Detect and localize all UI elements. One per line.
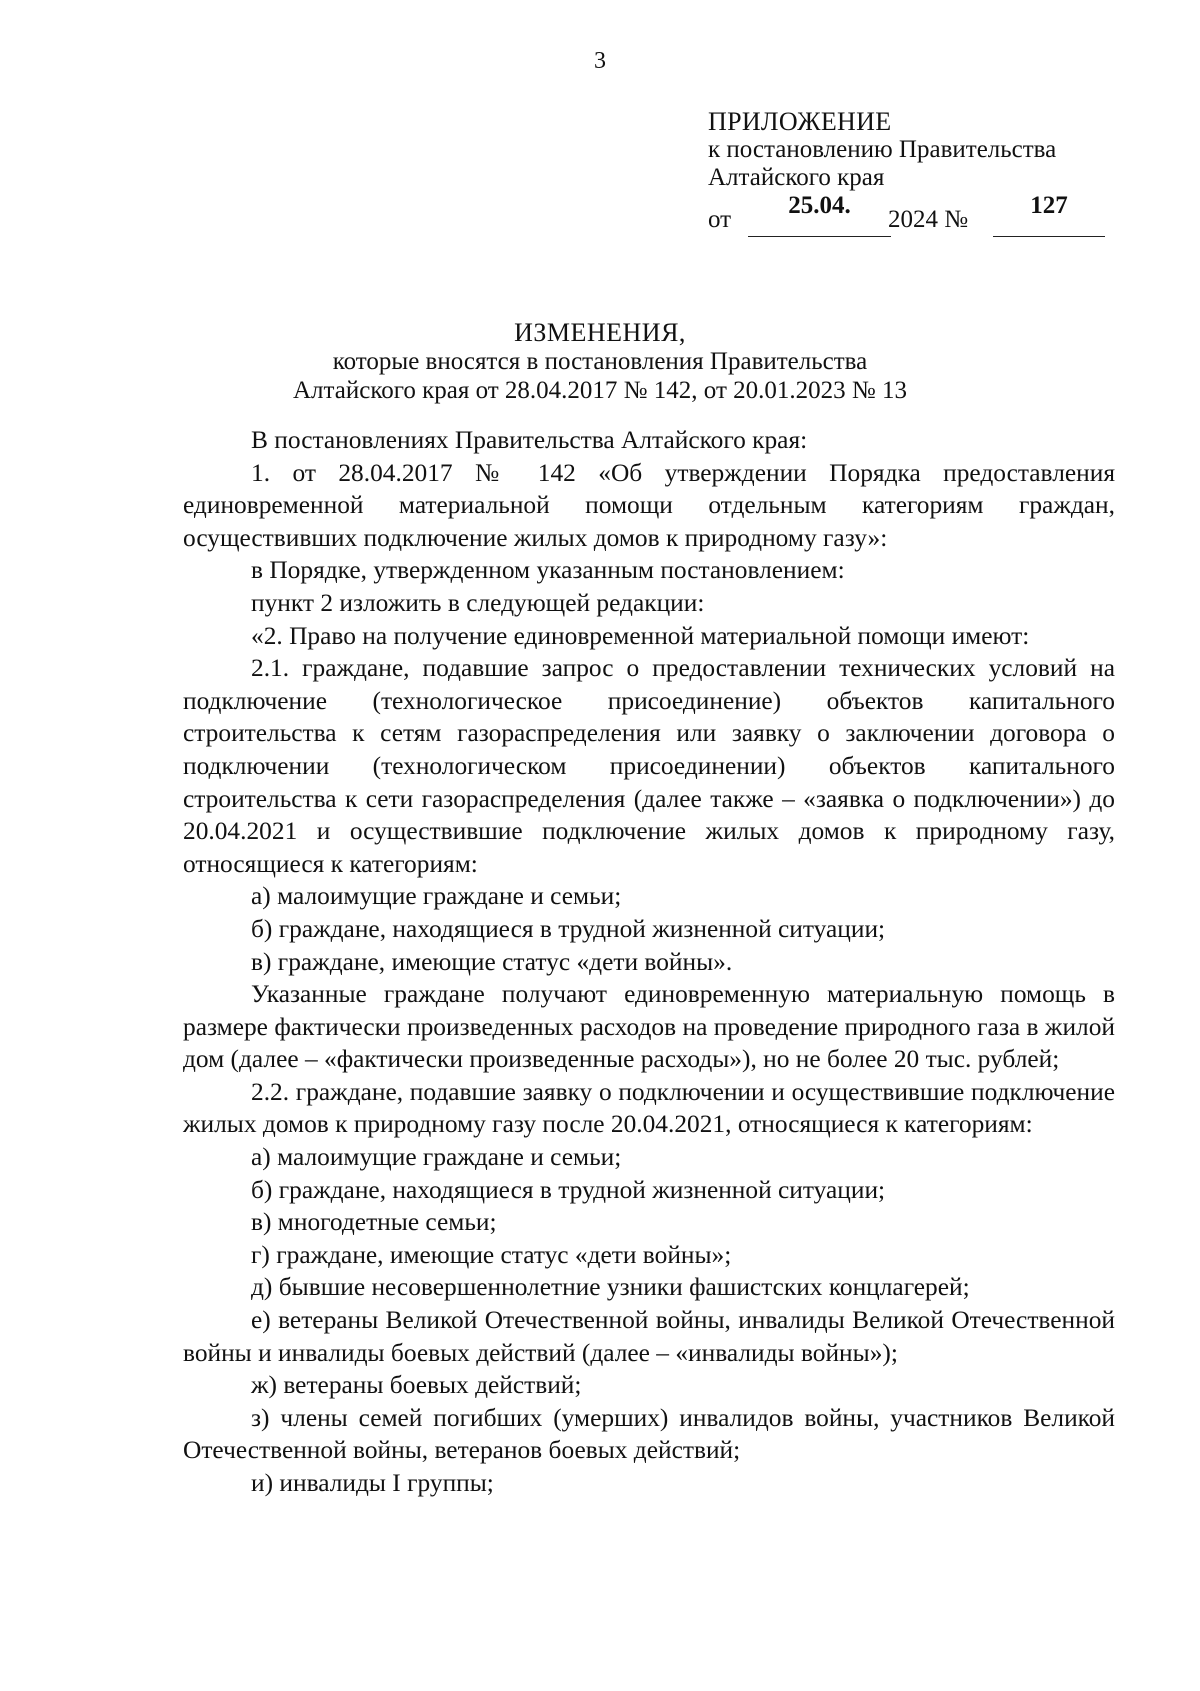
paragraph: пункт 2 изложить в следующей редакции: xyxy=(251,588,705,617)
paragraph: 2.2. граждане, подавшие заявку о подключении и осуществившие подключение жилых домов к природному газу после 20.04.2021, относящиеся к категориям: xyxy=(183,1077,1115,1139)
paragraph: д) бывшие несовершеннолетние узники фашистских концлагерей; xyxy=(251,1273,970,1302)
paragraph: б) граждане, находящиеся в трудной жизненной ситуации; xyxy=(251,914,886,943)
paragraph: 2.1. граждане, подавшие запрос о предоставлении технических условий на подключение (технологическое присоединение) объектов капитального строительства к сетям газораспределения или заявку о заключении договора о подключении (технологическом присоединении) объектов капитального строительства к сети газораспределения (далее также – «заявка о подключении») до 20.04.2021 и осуществившие подключение жилых домов к природному газу, относящиеся к категориям: xyxy=(183,654,1115,878)
paragraph: е) ветераны Великой Отечественной войны, инвалиды Великой Отечественной войны и инвалиды боевых действий (далее – «инвалиды войны»); xyxy=(183,1306,1115,1367)
appendix-block xyxy=(708,108,1148,234)
title-line-2: которые вносятся в постановления Правительства xyxy=(332,348,868,375)
resolution-date: 25.04. xyxy=(748,186,891,237)
from-label: от xyxy=(708,206,732,233)
paragraph: г) граждане, имеющие статус «дети войны»; xyxy=(251,1240,732,1269)
year-number-label: 2024 № xyxy=(888,206,969,233)
paragraph: в Порядке, утвержденном указанным постановлением: xyxy=(251,556,845,585)
appendix-heading: ПРИЛОЖЕНИЕ xyxy=(708,107,892,136)
paragraph: Указанные граждане получают единовременную материальную помощь в размере фактически произведенных расходов на проведение природного газа в жилой дом (далее – «фактически произведенные расходы»), но не более 20 тыс. рублей; xyxy=(183,980,1115,1074)
resolution-number: 127 xyxy=(993,186,1105,237)
paragraph: а) малоимущие граждане и семьи; xyxy=(251,882,622,911)
title-line-3: Алтайского края от 28.04.2017 № 142, от 20.01.2023 № 13 xyxy=(293,377,907,404)
document-body xyxy=(183,424,1115,1500)
paragraph: ж) ветераны боевых действий; xyxy=(251,1371,582,1400)
paragraph: б) граждане, находящиеся в трудной жизненной ситуации; xyxy=(251,1175,886,1204)
document-title xyxy=(0,318,1200,405)
paragraph: в) граждане, имеющие статус «дети войны». xyxy=(251,947,733,976)
paragraph: з) члены семей погибших (умерших) инвалидов войны, участников Великой Отечественной войны, ветеранов боевых действий; xyxy=(183,1403,1115,1465)
paragraph: В постановлениях Правительства Алтайского края: xyxy=(251,426,808,454)
appendix-line-2: Алтайского края xyxy=(708,164,885,191)
paragraph: а) малоимущие граждане и семьи; xyxy=(251,1143,622,1172)
page-number: 3 xyxy=(594,48,606,74)
paragraph: «2. Право на получение единовременной материальной помощи имеют: xyxy=(251,621,1030,650)
paragraph: и) инвалиды I группы; xyxy=(251,1469,494,1497)
paragraph: 1. от 28.04.2017 № 142 «Об утверждении Порядка предоставления единовременной материальной помощи отдельным категориям граждан, осуществивших подключение жилых домов к природному газу»: xyxy=(183,458,1115,552)
paragraph: в) многодетные семьи; xyxy=(251,1208,497,1237)
appendix-dateline xyxy=(708,194,1148,234)
title-main: ИЗМЕНЕНИЯ, xyxy=(514,318,686,347)
appendix-line-1: к постановлению Правительства xyxy=(708,136,1057,163)
